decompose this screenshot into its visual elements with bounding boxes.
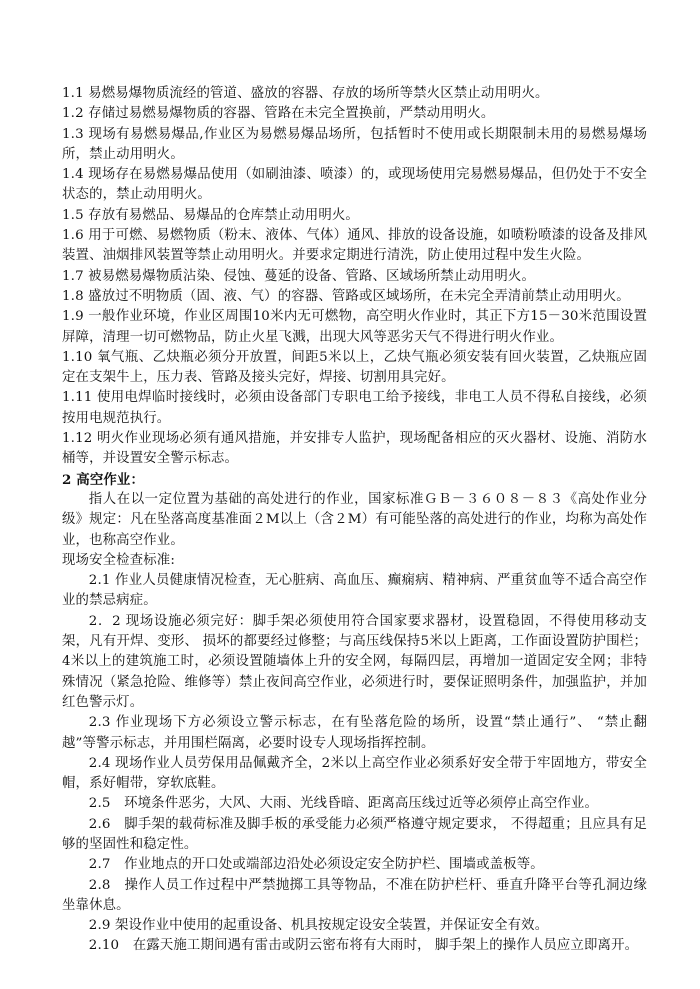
- section-2-heading: 2 高空作业：: [62, 471, 144, 488]
- list-item: 1.1 易燃易爆物质流经的管道、盛放的容器、存放的场所等禁火区禁止动用明火。: [62, 86, 549, 101]
- list-item: 1.2 存储过易燃易爆物质的容器、管路在未完全置换前，严禁动用明火。: [62, 106, 495, 122]
- list-item: 1.8 盛放过不明物质（固、液、气）的容器、管路或区域场所，在未完全弄清前禁止动用明火。: [62, 288, 630, 304]
- list-item: 1.7 被易燃易爆物质沾染、侵蚀、蔓延的设备、管路、区域场所禁止动用明火。: [62, 268, 535, 284]
- document-body: [62, 84, 647, 957]
- list-item: 1.12 明火作业现场必须有通风措施，并安排专人监护，现场配备相应的灭火器材、设施、消防水桶等，并设置安全警示标志。: [62, 431, 647, 467]
- list-item: 2.5 环境条件恶劣，大风、大雨、光线昏暗、距离高压线过近等必须停止高空作业。: [88, 796, 599, 812]
- list-item: 2.10 在露天施工期间遇有雷击或阴云密布将有大雨时， 脚手架上的操作人员应立即离开。: [88, 938, 639, 954]
- section-2-definition: 指人在以一定位置为基础的高处进行的作业，国家标准ＧＢ－３６０８－８３《高处作业分级》规定：凡在坠落高度基准面２M以上（含２M）有可能坠落的高处进行的作业，均称为高处作业，也称高空作业。: [62, 491, 647, 548]
- section-2-list: [62, 571, 647, 957]
- list-item: 2.7 作业地点的开口处或端部边沿处必须设定安全防护栏、围墙或盖板等。: [88, 857, 544, 873]
- list-item: 2.8 操作人员工作过程中严禁抛掷工具等物品，不准在防护栏杆、垂直升降平台等孔洞边缘坐靠休息。: [62, 877, 647, 913]
- list-item: 2．2 现场设施必须完好：脚手架必须使用符合国家要求器材，设置稳固，不得使用移动支架，凡有开焊、变形、 损坏的都要经过修整；与高压线保持5米以上距离，工作面设置防护围栏；4米以上的建筑施工时，必须设置随墙体上升的安全网，每隔四层，再增加一道固定安全网；非特殊情况（紧急抢险、维修等）禁止夜间高空作业，必须进行时，要保证照明条件，加强监护，并加红色警示灯。: [62, 613, 647, 710]
- list-item: 1.10 氧气瓶、乙炔瓶必须分开放置，间距5米以上，乙炔气瓶必须安装有回火装置，乙炔瓶应固定在支架牛上，压力表、管路及接头完好，焊接、切割用具完好。: [62, 349, 647, 386]
- list-item: 2.3 作业现场下方必须设立警示标志，在有坠落危险的场所，设置“禁止通行”、 “禁止翻越”等警示标志，并用围栏隔离，必要时设专人现场指挥控制。: [62, 715, 647, 751]
- list-item: 2.6 脚手架的载荷标准及脚手板的承受能力必须严格遵守规定要求， 不得超重；且应具有足够的坚固性和稳定性。: [62, 816, 647, 852]
- list-item: 2.4 现场作业人员劳保用品佩戴齐全，2米以上高空作业必须系好安全带于牢固地方，带安全帽，系好帽带，穿软底鞋。: [62, 755, 647, 792]
- list-item: 2.1 作业人员健康情况检查，无心脏病、高血压、癫痫病、精神病、严重贫血等不适合高空作业的禁忌病症。: [62, 573, 647, 609]
- list-item: 1.3 现场有易燃易爆品,作业区为易燃易爆品场所，包括暂时不使用或长期限制未用的易燃易爆场所，禁止动用明火。: [62, 126, 647, 162]
- section-1-list: [62, 84, 647, 470]
- list-item: 1.9 一般作业环境，作业区周围10米内无可燃物，高空明火作业时，其正下方15－30米范围设置屏障，清理一切可燃物品，防止火星飞溅，出现大风等恶劣天气不得进行明火作业。: [62, 309, 647, 345]
- list-item: 1.11 使用电焊临时接线时，必须由设备部门专职电工给予接线，非电工人员不得私自接线，必须按用电规范执行。: [62, 390, 647, 426]
- list-item: 1.5 存放有易燃品、易爆品的仓库禁止动用明火。: [62, 207, 359, 223]
- list-item: 1.6 用于可燃、易燃物质（粉末、液体、气体）通风、排放的设备设施，如喷粉喷漆的设备及排风装置、油烟排风装置等禁止动用明火。并要求定期进行清洗，防止使用过程中发生火险。: [62, 228, 647, 264]
- list-item: 2.9 架设作业中使用的起重设备、机具按规定设安全装置，并保证安全有效。: [88, 918, 549, 934]
- list-item: 1.4 现场存在易燃易爆品使用（如刷油漆、喷漆）的，或现场使用完易燃易爆品，但仍处于不安全状态的，禁止动用明火。: [62, 167, 647, 203]
- check-standard-label: 现场安全检查标准:: [62, 552, 175, 568]
